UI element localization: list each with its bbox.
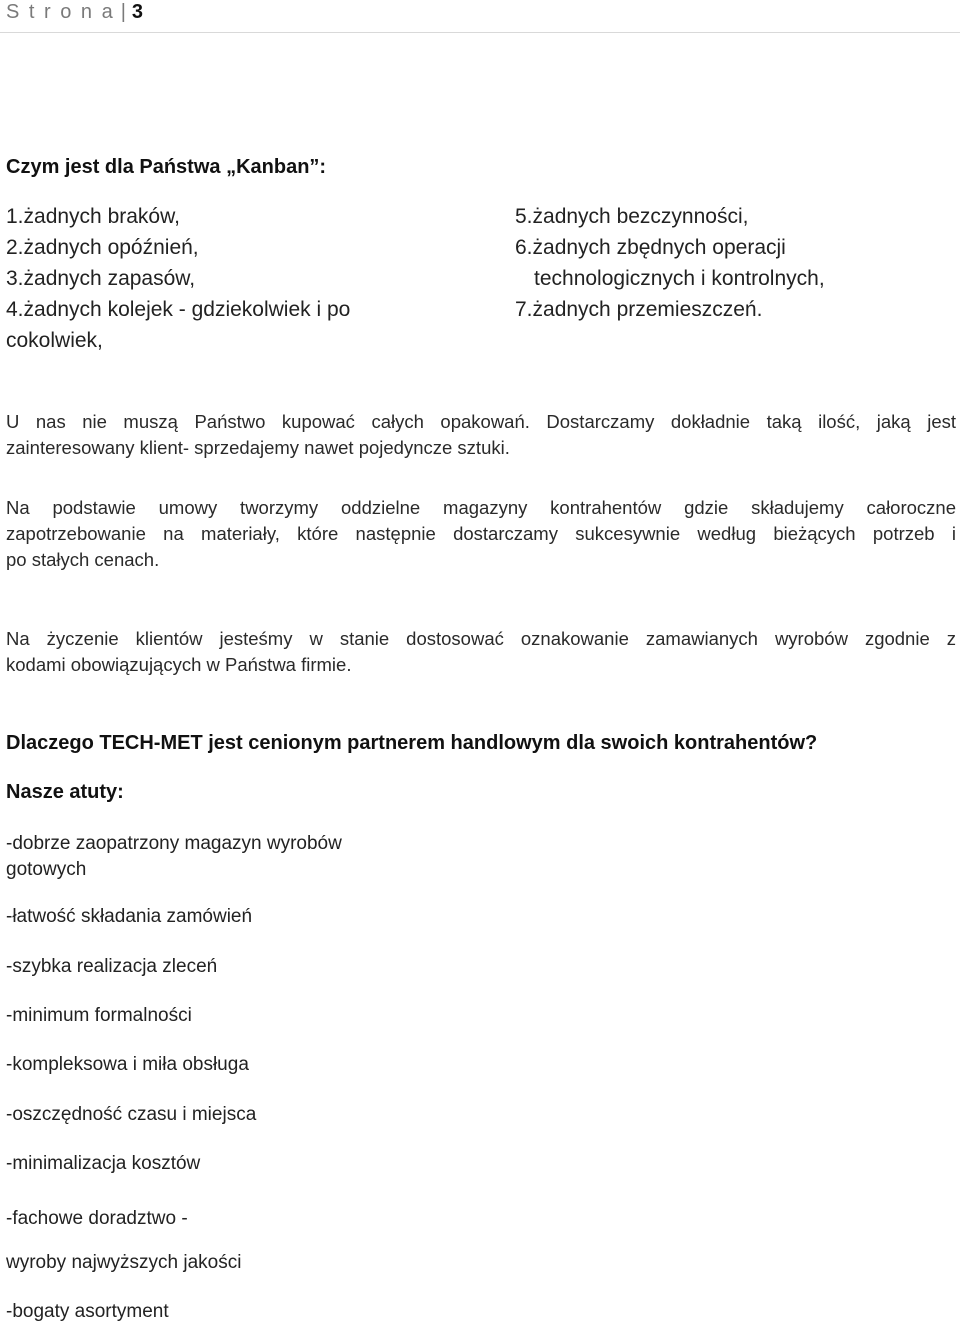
list-item: -minimum formalności bbox=[6, 1005, 192, 1026]
header-divider bbox=[0, 32, 960, 33]
list-item: -minimalizacja kosztów bbox=[6, 1153, 201, 1174]
paragraph-line: Na podstawie umowy tworzymy oddzielne magazyny kontrahentów gdzie składujemy całoroczne bbox=[6, 497, 956, 518]
kanban-heading: Czym jest dla Państwa „Kanban”: bbox=[6, 156, 327, 178]
list-item: -bogaty asortyment bbox=[6, 1301, 169, 1322]
kanban-item: 5.żadnych bezczynności, bbox=[515, 205, 749, 228]
page-header bbox=[6, 0, 143, 26]
section-heading: Dlaczego TECH-MET jest cenionym partnerem handlowym dla swoich kontrahentów? bbox=[6, 732, 818, 754]
paragraph-line: kodami obowiązujących w Państwa firmie. bbox=[6, 654, 352, 675]
page-number: 3 bbox=[131, 1, 144, 23]
kanban-item: 3.żadnych zapasów, bbox=[6, 267, 196, 290]
paragraph-line: zainteresowany klient- sprzedajemy nawet pojedyncze sztuki. bbox=[6, 437, 510, 458]
list-item: -fachowe doradztwo - bbox=[6, 1208, 188, 1229]
kanban-item: cokolwiek, bbox=[6, 329, 103, 352]
header-separator: | bbox=[120, 1, 126, 23]
list-item: -dobrze zaopatrzony magazyn wyrobów bbox=[6, 833, 342, 854]
list-item: gotowych bbox=[6, 859, 87, 880]
paragraph-line: zapotrzebowanie na materiały, które następnie dostarczamy sukcesywnie według bieżących potrzeb i bbox=[6, 523, 956, 544]
paragraph-line: U nas nie muszą Państwo kupować całych opakowań. Dostarczamy dokładnie taką ilość, jaką jest bbox=[6, 411, 956, 432]
kanban-item: 1.żadnych braków, bbox=[6, 205, 180, 228]
kanban-item: technologicznych i kontrolnych, bbox=[534, 267, 825, 290]
list-item: -oszczędność czasu i miejsca bbox=[6, 1104, 257, 1125]
kanban-item: 6.żadnych zbędnych operacji bbox=[515, 236, 786, 259]
list-item: -szybka realizacja zleceń bbox=[6, 956, 218, 977]
paragraph-line: Na życzenie klientów jesteśmy w stanie dostosować oznakowanie zamawianych wyrobów zgodnie z bbox=[6, 628, 956, 649]
page-label: S t r o n a bbox=[6, 1, 115, 23]
kanban-item: 2.żadnych opóźnień, bbox=[6, 236, 199, 259]
paragraph-line: po stałych cenach. bbox=[6, 549, 160, 570]
list-item: wyroby najwyższych jakości bbox=[6, 1252, 242, 1273]
section-subheading: Nasze atuty: bbox=[6, 781, 124, 803]
list-item: -kompleksowa i miła obsługa bbox=[6, 1054, 249, 1075]
list-item: -łatwość składania zamówień bbox=[6, 906, 253, 927]
kanban-item: 4.żadnych kolejek - gdziekolwiek i po bbox=[6, 298, 351, 321]
kanban-item: 7.żadnych przemieszczeń. bbox=[515, 298, 763, 321]
